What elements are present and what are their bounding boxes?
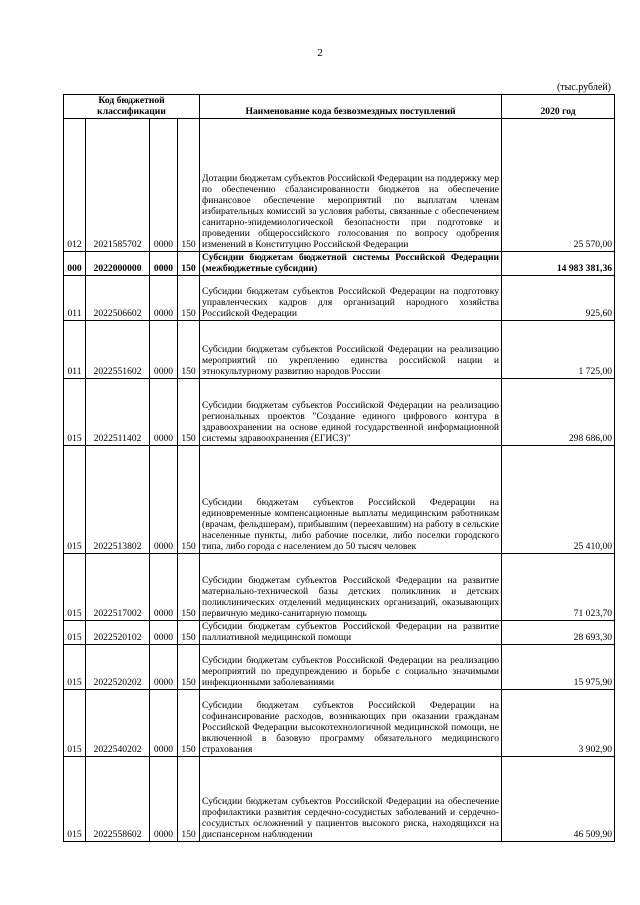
revenue-name-cell: Субсидии бюджетам субъектов Российской Федерации на единовременные компенсационные выплаты медицинским работникам (врачам, фельдшерам), прибывшим (переехавшим) на работу в сельские населенные пункты, либо рабочие поселки, либо поселки городского типа, либо города с населением до 50 тысяч человек (200, 446, 502, 554)
budget-table (63, 94, 615, 842)
admin-code-cell: 015 (64, 446, 86, 554)
program-code-cell: 0000 (150, 276, 178, 321)
amount-cell: 298 686,00 (502, 379, 615, 446)
admin-code-cell: 011 (64, 276, 86, 321)
classification-code-cell: 2022506602 (86, 276, 150, 321)
table-row (64, 690, 615, 757)
program-code-cell: 0000 (150, 690, 178, 757)
revenue-name-cell: Субсидии бюджетам субъектов Российской Федерации на подготовку управленческих кадров для организаций народного хозяйства Российской Федерации (200, 276, 502, 321)
group-code-cell: 150 (178, 690, 200, 757)
admin-code-cell: 000 (64, 252, 86, 276)
admin-code-cell: 015 (64, 379, 86, 446)
table-row (64, 554, 615, 621)
group-code-cell: 150 (178, 446, 200, 554)
header-row (64, 95, 615, 119)
header-code: Код бюджетной классификации (64, 95, 200, 119)
table-row (64, 119, 615, 252)
program-code-cell: 0000 (150, 252, 178, 276)
table-row (64, 446, 615, 554)
revenue-name-cell: Субсидии бюджетам субъектов Российской Федерации на развитие паллиативной медицинской помощи (200, 621, 502, 645)
revenue-name-cell: Субсидии бюджетам субъектов Российской Федерации на обеспечение профилактики развития сердечно-сосудистых заболеваний и сердечно-сосудистых осложнений у пациентов высокого риска, находящихся на диспансерном наблюдении (200, 757, 502, 842)
classification-code-cell: 2022513802 (86, 446, 150, 554)
classification-code-cell: 2022520202 (86, 645, 150, 690)
units-label: (тыс.рублей) (556, 82, 611, 93)
classification-code-cell: 2022551602 (86, 321, 150, 379)
amount-cell: 925,60 (502, 276, 615, 321)
revenue-name-cell: Субсидии бюджетам субъектов Российской Федерации на реализацию мероприятий по укреплению единства российской нации и этнокультурному развитию народов России (200, 321, 502, 379)
header-year: 2020 год (502, 95, 615, 119)
admin-code-cell: 011 (64, 321, 86, 379)
group-code-cell: 150 (178, 621, 200, 645)
admin-code-cell: 015 (64, 757, 86, 842)
budget-table-body (64, 95, 615, 842)
table-row (64, 276, 615, 321)
amount-cell: 28 693,30 (502, 621, 615, 645)
program-code-cell: 0000 (150, 621, 178, 645)
group-code-cell: 150 (178, 379, 200, 446)
group-code-cell: 150 (178, 645, 200, 690)
admin-code-cell: 015 (64, 554, 86, 621)
admin-code-cell: 015 (64, 645, 86, 690)
classification-code-cell: 2022520102 (86, 621, 150, 645)
classification-code-cell: 2022558602 (86, 757, 150, 842)
table-row (64, 757, 615, 842)
header-name: Наименование кода безвозмездных поступлений (200, 95, 502, 119)
amount-cell: 25 410,00 (502, 446, 615, 554)
program-code-cell: 0000 (150, 554, 178, 621)
group-code-cell: 150 (178, 252, 200, 276)
admin-code-cell: 012 (64, 119, 86, 252)
revenue-name-cell: Субсидии бюджетам субъектов Российской Федерации на реализацию региональных проектов "Создание единого цифрового контура в здравоохранении на основе единой государственной информационной системы здравоохранения (ЕГИСЗ)" (200, 379, 502, 446)
classification-code-cell: 2021585702 (86, 119, 150, 252)
program-code-cell: 0000 (150, 379, 178, 446)
group-code-cell: 150 (178, 276, 200, 321)
revenue-name-cell: Субсидии бюджетам субъектов Российской Федерации на реализацию мероприятий по предупреждению и борьбе с социально значимыми инфекционными заболеваниями (200, 645, 502, 690)
amount-cell: 25 570,00 (502, 119, 615, 252)
admin-code-cell: 015 (64, 621, 86, 645)
program-code-cell: 0000 (150, 757, 178, 842)
amount-cell: 1 725,00 (502, 321, 615, 379)
amount-cell: 3 902,90 (502, 690, 615, 757)
group-code-cell: 150 (178, 757, 200, 842)
revenue-name-cell: Субсидии бюджетам субъектов Российской Федерации на софинансирование расходов, возникающих при оказании гражданам Российской Федерации высокотехнологичной медицинской помощи, не включенной в базовую программу обязательного медицинского страхования (200, 690, 502, 757)
classification-code-cell: 2022540202 (86, 690, 150, 757)
group-code-cell: 150 (178, 119, 200, 252)
group-code-cell: 150 (178, 321, 200, 379)
table-row (64, 252, 615, 276)
classification-code-cell: 2022517002 (86, 554, 150, 621)
amount-cell: 14 983 381,36 (502, 252, 615, 276)
table-row (64, 379, 615, 446)
revenue-name-cell: Дотации бюджетам субъектов Российской Федерации на поддержку мер по обеспечению сбалансированности бюджетов на обеспечение финансовое обеспечение мероприятий по выплатам членам избирательных комиссий за условия работы, связанные с обеспечением санитарно-эпидемиологической безопасности при подготовке и проведении общероссийского голосования по вопросу одобрения изменений в Конституцию Российской Федерации (200, 119, 502, 252)
table-row (64, 321, 615, 379)
admin-code-cell: 015 (64, 690, 86, 757)
group-code-cell: 150 (178, 554, 200, 621)
table-row (64, 621, 615, 645)
table-row (64, 645, 615, 690)
revenue-name-cell: Субсидии бюджетам бюджетной системы Российской Федерации (межбюджетные субсидии) (200, 252, 502, 276)
amount-cell: 46 509,90 (502, 757, 615, 842)
classification-code-cell: 2022000000 (86, 252, 150, 276)
program-code-cell: 0000 (150, 119, 178, 252)
amount-cell: 15 975,90 (502, 645, 615, 690)
page-number: 2 (317, 47, 323, 59)
revenue-name-cell: Субсидии бюджетам субъектов Российской Федерации на развитие материально-технической базы детских поликлиник и детских поликлинических отделений медицинских организаций, оказывающих первичную медико-санитарную помощь (200, 554, 502, 621)
classification-code-cell: 2022511402 (86, 379, 150, 446)
program-code-cell: 0000 (150, 645, 178, 690)
program-code-cell: 0000 (150, 321, 178, 379)
program-code-cell: 0000 (150, 446, 178, 554)
amount-cell: 71 023,70 (502, 554, 615, 621)
